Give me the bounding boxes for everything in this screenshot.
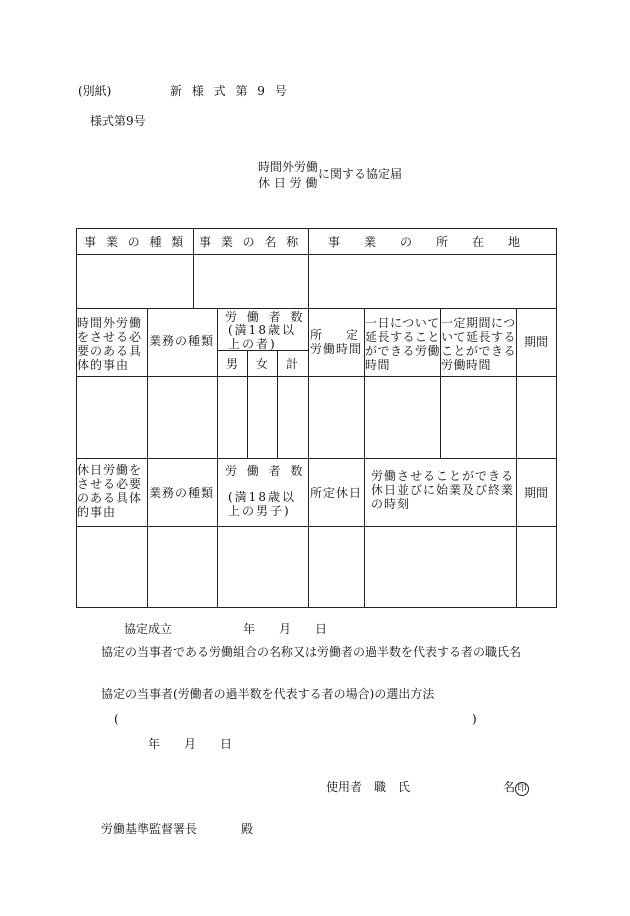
overtime-reason-header: 時間外労働をさせる必要のある具体的事由 [77, 316, 143, 372]
overtime-workers-header: 労 働 者 数 [225, 310, 306, 324]
employer-title-label: 使用者 職 氏 [326, 780, 411, 794]
per-day-extension-header: 一日について延長することができる労働時間 [365, 316, 441, 372]
title-line1: 時間外労働 [258, 160, 319, 174]
new-form-label: 新 様 式 第 9 号 [170, 84, 290, 98]
female-header: 女 [256, 357, 269, 371]
paren-open: ( [114, 712, 119, 726]
male-header: 男 [226, 357, 239, 371]
holiday-reason-header: 休日労働をさせる必要のある具体的事由 [77, 463, 143, 519]
total-header: 計 [286, 357, 299, 371]
honorific: 殿 [241, 822, 254, 836]
established-label: 協定成立 [124, 622, 173, 636]
fixed-holiday-header: 所定休日 [310, 486, 363, 500]
selection-method-label: 協定の当事者(労働者の過半数を代表する者の場合)の選出方法 [101, 687, 435, 701]
per-period-extension-header: 一定期間について延長することができる労働時間 [441, 316, 517, 372]
overtime-workers-sub: (満18歳以上の者) [228, 323, 296, 351]
fixed-hours-label-1: 所 定 [310, 328, 359, 342]
holiday-workers-header: 労 働 者 数 [225, 464, 306, 478]
header-business-type: 事 業 の 種 類 [84, 235, 187, 249]
title-suffix: に関する協定届 [318, 167, 403, 181]
overtime-work-type-header: 業務の種類 [149, 334, 215, 348]
annex-label: (別紙) [78, 84, 112, 98]
header-business-location: 事 業 の 所 在 地 [328, 235, 521, 249]
holiday-period-header: 期間 [524, 486, 549, 500]
fixed-hours-label-2: 労働時間 [310, 342, 363, 356]
office-label: 労働基準監督署長 [101, 822, 198, 836]
seal-icon: 印 [515, 782, 529, 796]
form-number: 様式第9号 [90, 114, 146, 128]
overtime-period-header: 期間 [524, 335, 549, 349]
holiday-workers-sub: (満18歳以上の男子) [228, 490, 296, 518]
signature-date: 年 月 日 [148, 737, 233, 751]
union-representative-label: 協定の当事者である労働組合の名称又は労働者の過半数を代表する者の職氏名 [101, 645, 522, 659]
established-date: 年 月 日 [243, 622, 328, 636]
title-line2: 休 日 労 働 [258, 176, 318, 190]
paren-close: ) [472, 712, 477, 726]
holiday-work-type-header: 業務の種類 [149, 486, 215, 500]
employer-name-label: 名 印 [503, 780, 529, 796]
holiday-hours-header: 労働させることができる休日並びに始業及び終業の時刻 [371, 469, 515, 511]
header-business-name: 事 業 の 名 称 [199, 235, 302, 249]
